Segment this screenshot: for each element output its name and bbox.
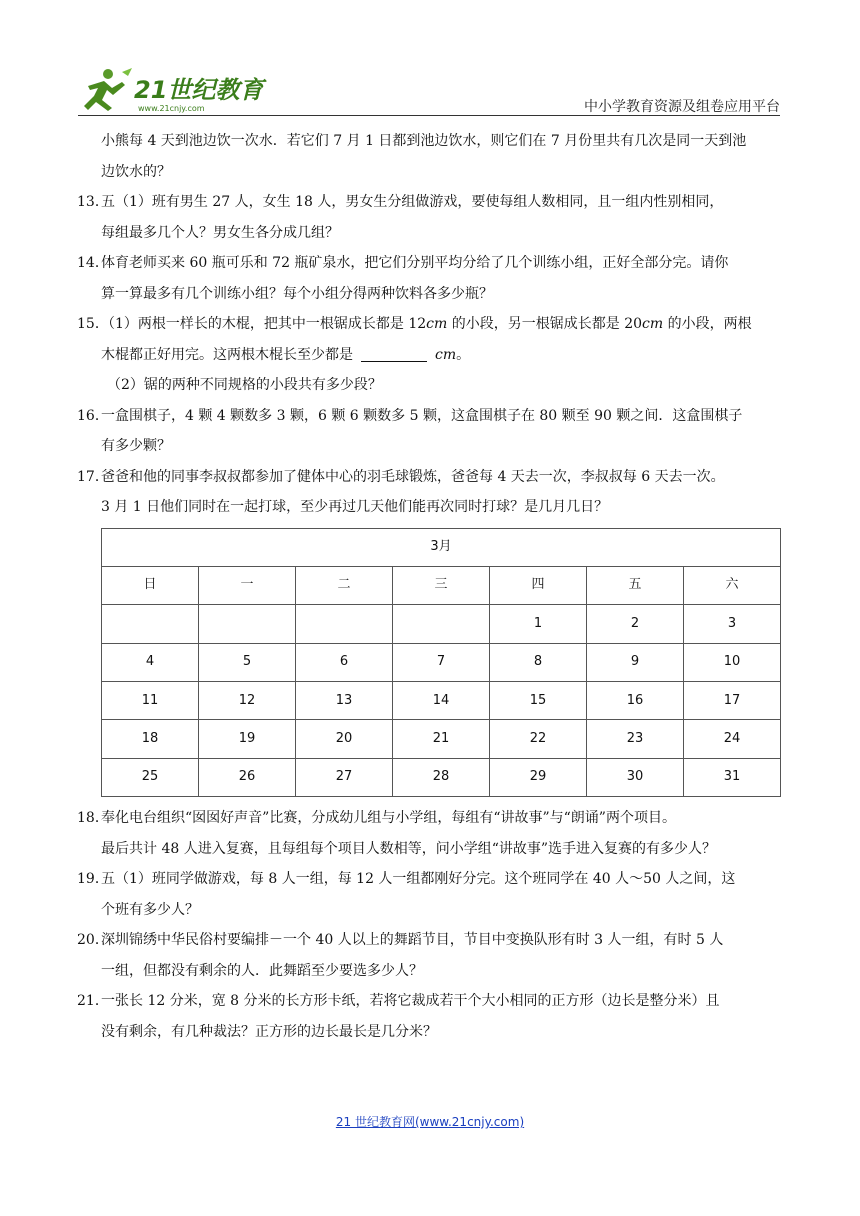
question-21 — [77, 986, 782, 1047]
page-header — [78, 66, 780, 116]
march-calendar — [101, 528, 781, 798]
date-cell: 2 — [587, 605, 684, 643]
calendar-row — [102, 682, 781, 720]
answer-blank[interactable] — [361, 343, 427, 362]
weekday-cell: 四 — [490, 566, 587, 604]
question-number: 21． — [77, 993, 109, 1010]
date-cell: 17 — [684, 682, 781, 720]
question-text: 有多少颗？ — [101, 438, 171, 454]
date-cell: 15 — [490, 682, 587, 720]
date-cell: 18 — [102, 720, 199, 758]
document-body — [77, 126, 782, 1047]
date-cell — [393, 605, 490, 643]
question-text: （1）两根一样长的木棍，把其中一根锯成长都是 12 — [101, 316, 427, 332]
question-number: 16． — [77, 407, 109, 424]
question-number: 15． — [77, 316, 109, 332]
calendar-row — [102, 758, 781, 796]
question-text: 的小段，另一根锯成长都是 20 — [447, 316, 643, 332]
date-cell: 10 — [684, 643, 781, 681]
weekday-cell: 日 — [102, 566, 199, 604]
weekday-cell: 六 — [684, 566, 781, 604]
date-cell: 24 — [684, 720, 781, 758]
date-cell: 4 — [102, 643, 199, 681]
date-cell: 26 — [199, 758, 296, 796]
calendar-row — [102, 605, 781, 643]
question-number: 18． — [77, 810, 109, 827]
question-text: 算一算最多有几个训练小组？每个小组分得两种饮料各多少瓶？ — [101, 285, 493, 302]
question-part-2: （2）锯的两种不同规格的小段共有多少段？ — [107, 377, 382, 393]
question-13 — [77, 187, 782, 248]
question-text: 深圳锦绣中华民俗村要编排－一个 40 人以上的舞蹈节目，节目中变换队形有时 3 人一组，有时 5 人 — [101, 932, 724, 949]
date-cell: 14 — [393, 682, 490, 720]
date-cell: 12 — [199, 682, 296, 720]
svg-text:www.21cnjy.com: www.21cnjy.com — [138, 104, 205, 113]
date-cell: 5 — [199, 643, 296, 681]
weekday-cell: 二 — [296, 566, 393, 604]
calendar-title: 3月 — [102, 528, 781, 566]
question-text: 爸爸和他的同事李叔叔都参加了健体中心的羽毛球锻炼，爸爸每 4 天去一次，李叔叔每 6 天去一次。 — [101, 468, 725, 485]
date-cell: 19 — [199, 720, 296, 758]
date-cell: 8 — [490, 643, 587, 681]
unit-cm: cm — [435, 346, 457, 363]
unit-cm: cm — [426, 316, 448, 332]
question-text: 奉化电台组织“囡囡好声音”比赛，分成幼儿组与小学组，每组有“讲故事”与“朗诵”两个项目。 — [101, 810, 676, 827]
question-text: 没有剩余，有几种裁法？正方形的边长最长是几分米？ — [101, 1023, 437, 1040]
date-cell: 25 — [102, 758, 199, 796]
date-cell: 22 — [490, 720, 587, 758]
calendar-row — [102, 643, 781, 681]
date-cell — [296, 605, 393, 643]
question-18 — [77, 803, 782, 864]
question-text: 每组最多几个人？男女生各分成几组？ — [101, 224, 339, 241]
question-text: 五（1）班同学做游戏，每 8 人一组，每 12 人一组都刚好分完。这个班同学在 40 人～50 人之间，这 — [101, 871, 736, 888]
intro-line-1: 小熊每 4 天到池边饮一次水．若它们 7 月 1 日都到池边饮水，则它们在 7 月份里共有几次是同一天到池 — [101, 133, 747, 149]
site-logo — [78, 66, 278, 114]
date-cell: 31 — [684, 758, 781, 796]
date-cell: 6 — [296, 643, 393, 681]
question-number: 17． — [77, 468, 109, 485]
question-number: 20． — [77, 932, 109, 949]
question-text: 最后共计 48 人进入复赛，且每组每个项目人数相等，问小学组“讲故事”选手进入复赛的有多少人？ — [101, 840, 717, 857]
question-number: 14． — [77, 255, 109, 271]
intro-line-2: 边饮水的？ — [101, 163, 171, 180]
date-cell: 23 — [587, 720, 684, 758]
date-cell: 9 — [587, 643, 684, 681]
question-text: 个班有多少人？ — [101, 901, 199, 918]
date-cell — [199, 605, 296, 643]
question-text: 五（1）班有男生 27 人，女生 18 人，男女生分组做游戏，要使每组人数相同，且一组内性别相同， — [101, 194, 724, 210]
date-cell: 30 — [587, 758, 684, 796]
date-cell: 20 — [296, 720, 393, 758]
question-17 — [77, 462, 782, 523]
svg-text:21世纪教育: 21世纪教育 — [134, 76, 264, 104]
weekday-cell: 五 — [587, 566, 684, 604]
question-text: 一张长 12 分米，宽 8 分米的长方形卡纸，若将它裁成若干个大小相同的正方形（边长是整分米）且 — [101, 993, 720, 1010]
header-divider — [78, 115, 780, 116]
question-number: 19． — [77, 871, 109, 888]
platform-title: 中小学教育资源及组卷应用平台 — [584, 99, 780, 115]
date-cell: 16 — [587, 682, 684, 720]
calendar-row — [102, 720, 781, 758]
weekday-cell: 一 — [199, 566, 296, 604]
unit-cm: cm — [642, 316, 664, 332]
date-cell: 11 — [102, 682, 199, 720]
question-text: 的小段，两根 — [663, 316, 752, 332]
date-cell: 28 — [393, 758, 490, 796]
date-cell: 13 — [296, 682, 393, 720]
date-cell: 3 — [684, 605, 781, 643]
date-cell: 29 — [490, 758, 587, 796]
question-text: 体育老师买来 60 瓶可乐和 72 瓶矿泉水，把它们分别平均分给了几个训练小组，正好全部分完。请你 — [101, 255, 729, 271]
date-cell: 7 — [393, 643, 490, 681]
question-16 — [77, 401, 782, 462]
question-20 — [77, 925, 782, 986]
question-19 — [77, 864, 782, 925]
question-text: 。 — [456, 346, 471, 363]
weekday-row — [102, 566, 781, 604]
page-footer — [0, 1113, 860, 1130]
question-text: 一盒围棋子，4 颗 4 颗数多 3 颗，6 颗 6 颗数多 5 颗，这盒围棋子在 80 颗至 90 颗之间．这盒围棋子 — [101, 407, 743, 424]
date-cell — [102, 605, 199, 643]
date-cell: 1 — [490, 605, 587, 643]
weekday-cell: 三 — [393, 566, 490, 604]
question-15 — [77, 309, 782, 401]
question-14 — [77, 248, 782, 309]
question-text: 木棍都正好用完。这两根木棍长至少都是 — [101, 346, 353, 363]
date-cell: 21 — [393, 720, 490, 758]
runner-icon — [84, 68, 132, 111]
footer-link[interactable]: 21 世纪教育网(www.21cnjy.com) — [335, 1115, 525, 1129]
date-cell: 27 — [296, 758, 393, 796]
question-number: 13． — [77, 194, 109, 210]
question-text: 一组，但都没有剩余的人．此舞蹈至少要选多少人？ — [101, 962, 423, 979]
question-text: 3 月 1 日他们同时在一起打球，至少再过几天他们能再次同时打球？是几月几日？ — [101, 499, 609, 515]
